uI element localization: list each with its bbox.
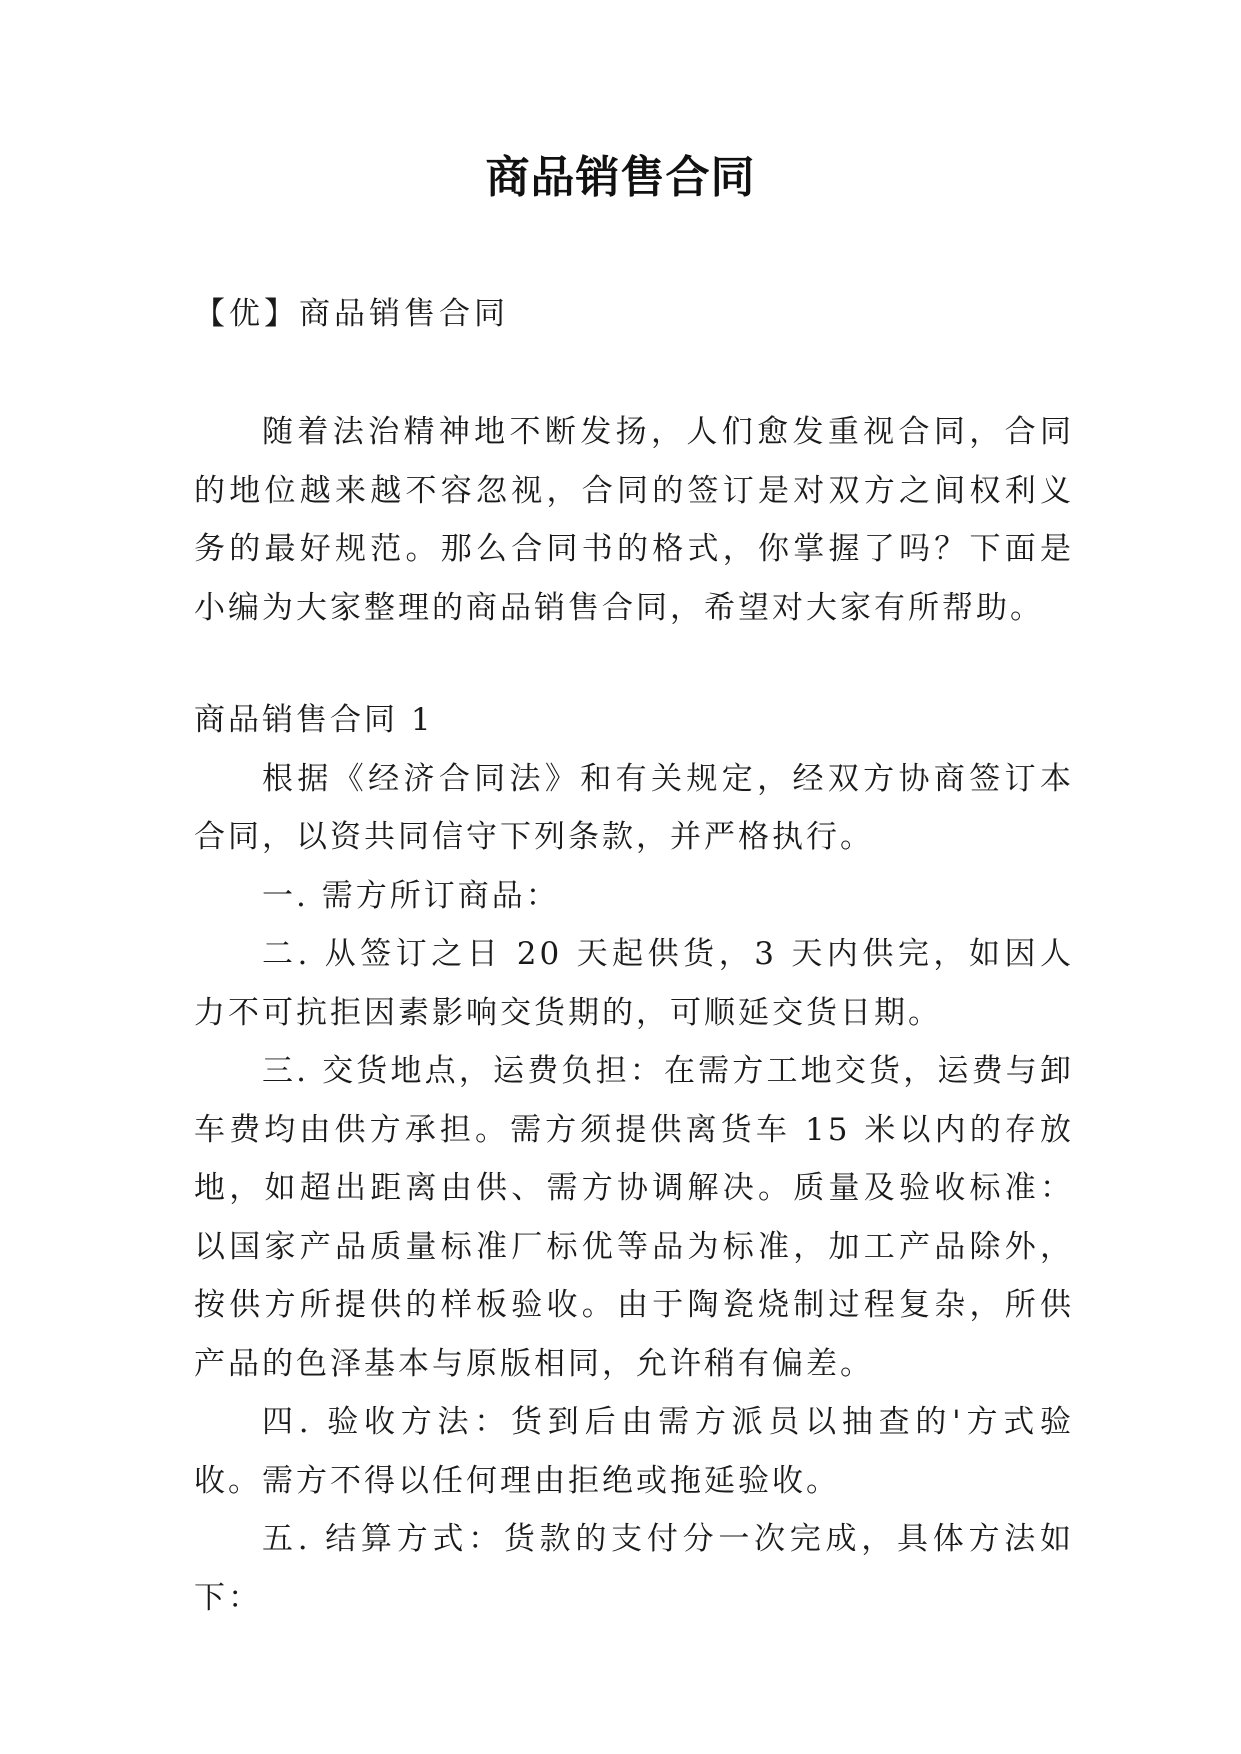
document-title: 商品销售合同 <box>485 152 756 203</box>
clause-2: 二. 从签订之日 20 天起供货，3 天内供完，如因人力不可抗拒因素影响交货期的，可顺延交货日期。 <box>194 936 1074 1031</box>
clause-3: 三. 交货地点，运费负担：在需方工地交货，运费与卸车费均由供方承担。需方须提供离货车 15 米以内的存放地，如超出距离由供、需方协调解决。质量及验收标准：以国家产品质量标准厂标优等品为标准，加工产品除外，按供方所提供的样板验收。由于陶瓷烧制过程复杂，所供产品的色泽基本与原版相同，允许稍有偏差。 <box>194 1053 1074 1382</box>
clause-1: 一. 需方所订商品： <box>262 877 560 914</box>
document-subtitle: 【优】商品销售合同 <box>194 296 509 332</box>
clause-5: 五. 结算方式：货款的支付分一次完成，具体方法如下： <box>194 1521 1074 1616</box>
section-heading: 商品销售合同 1 <box>194 702 434 738</box>
intro-paragraph: 随着法治精神地不断发扬，人们愈发重视合同，合同的地位越来越不容忽视，合同的签订是对双方之间权利义务的最好规范。那么合同书的格式，你掌握了吗？下面是小编为大家整理的商品销售合同，希望对大家有所帮助。 <box>194 414 1074 626</box>
contract-body <box>194 691 1074 1627</box>
contract-paragraph-preamble: 根据《经济合同法》和有关规定，经双方协商签订本合同，以资共同信守下列条款，并严格执行。 <box>194 760 1074 855</box>
intro-block <box>194 403 1074 637</box>
clause-4: 四. 验收方法：货到后由需方派员以抽查的'方式验收。需方不得以任何理由拒绝或拖延验收。 <box>194 1404 1074 1499</box>
